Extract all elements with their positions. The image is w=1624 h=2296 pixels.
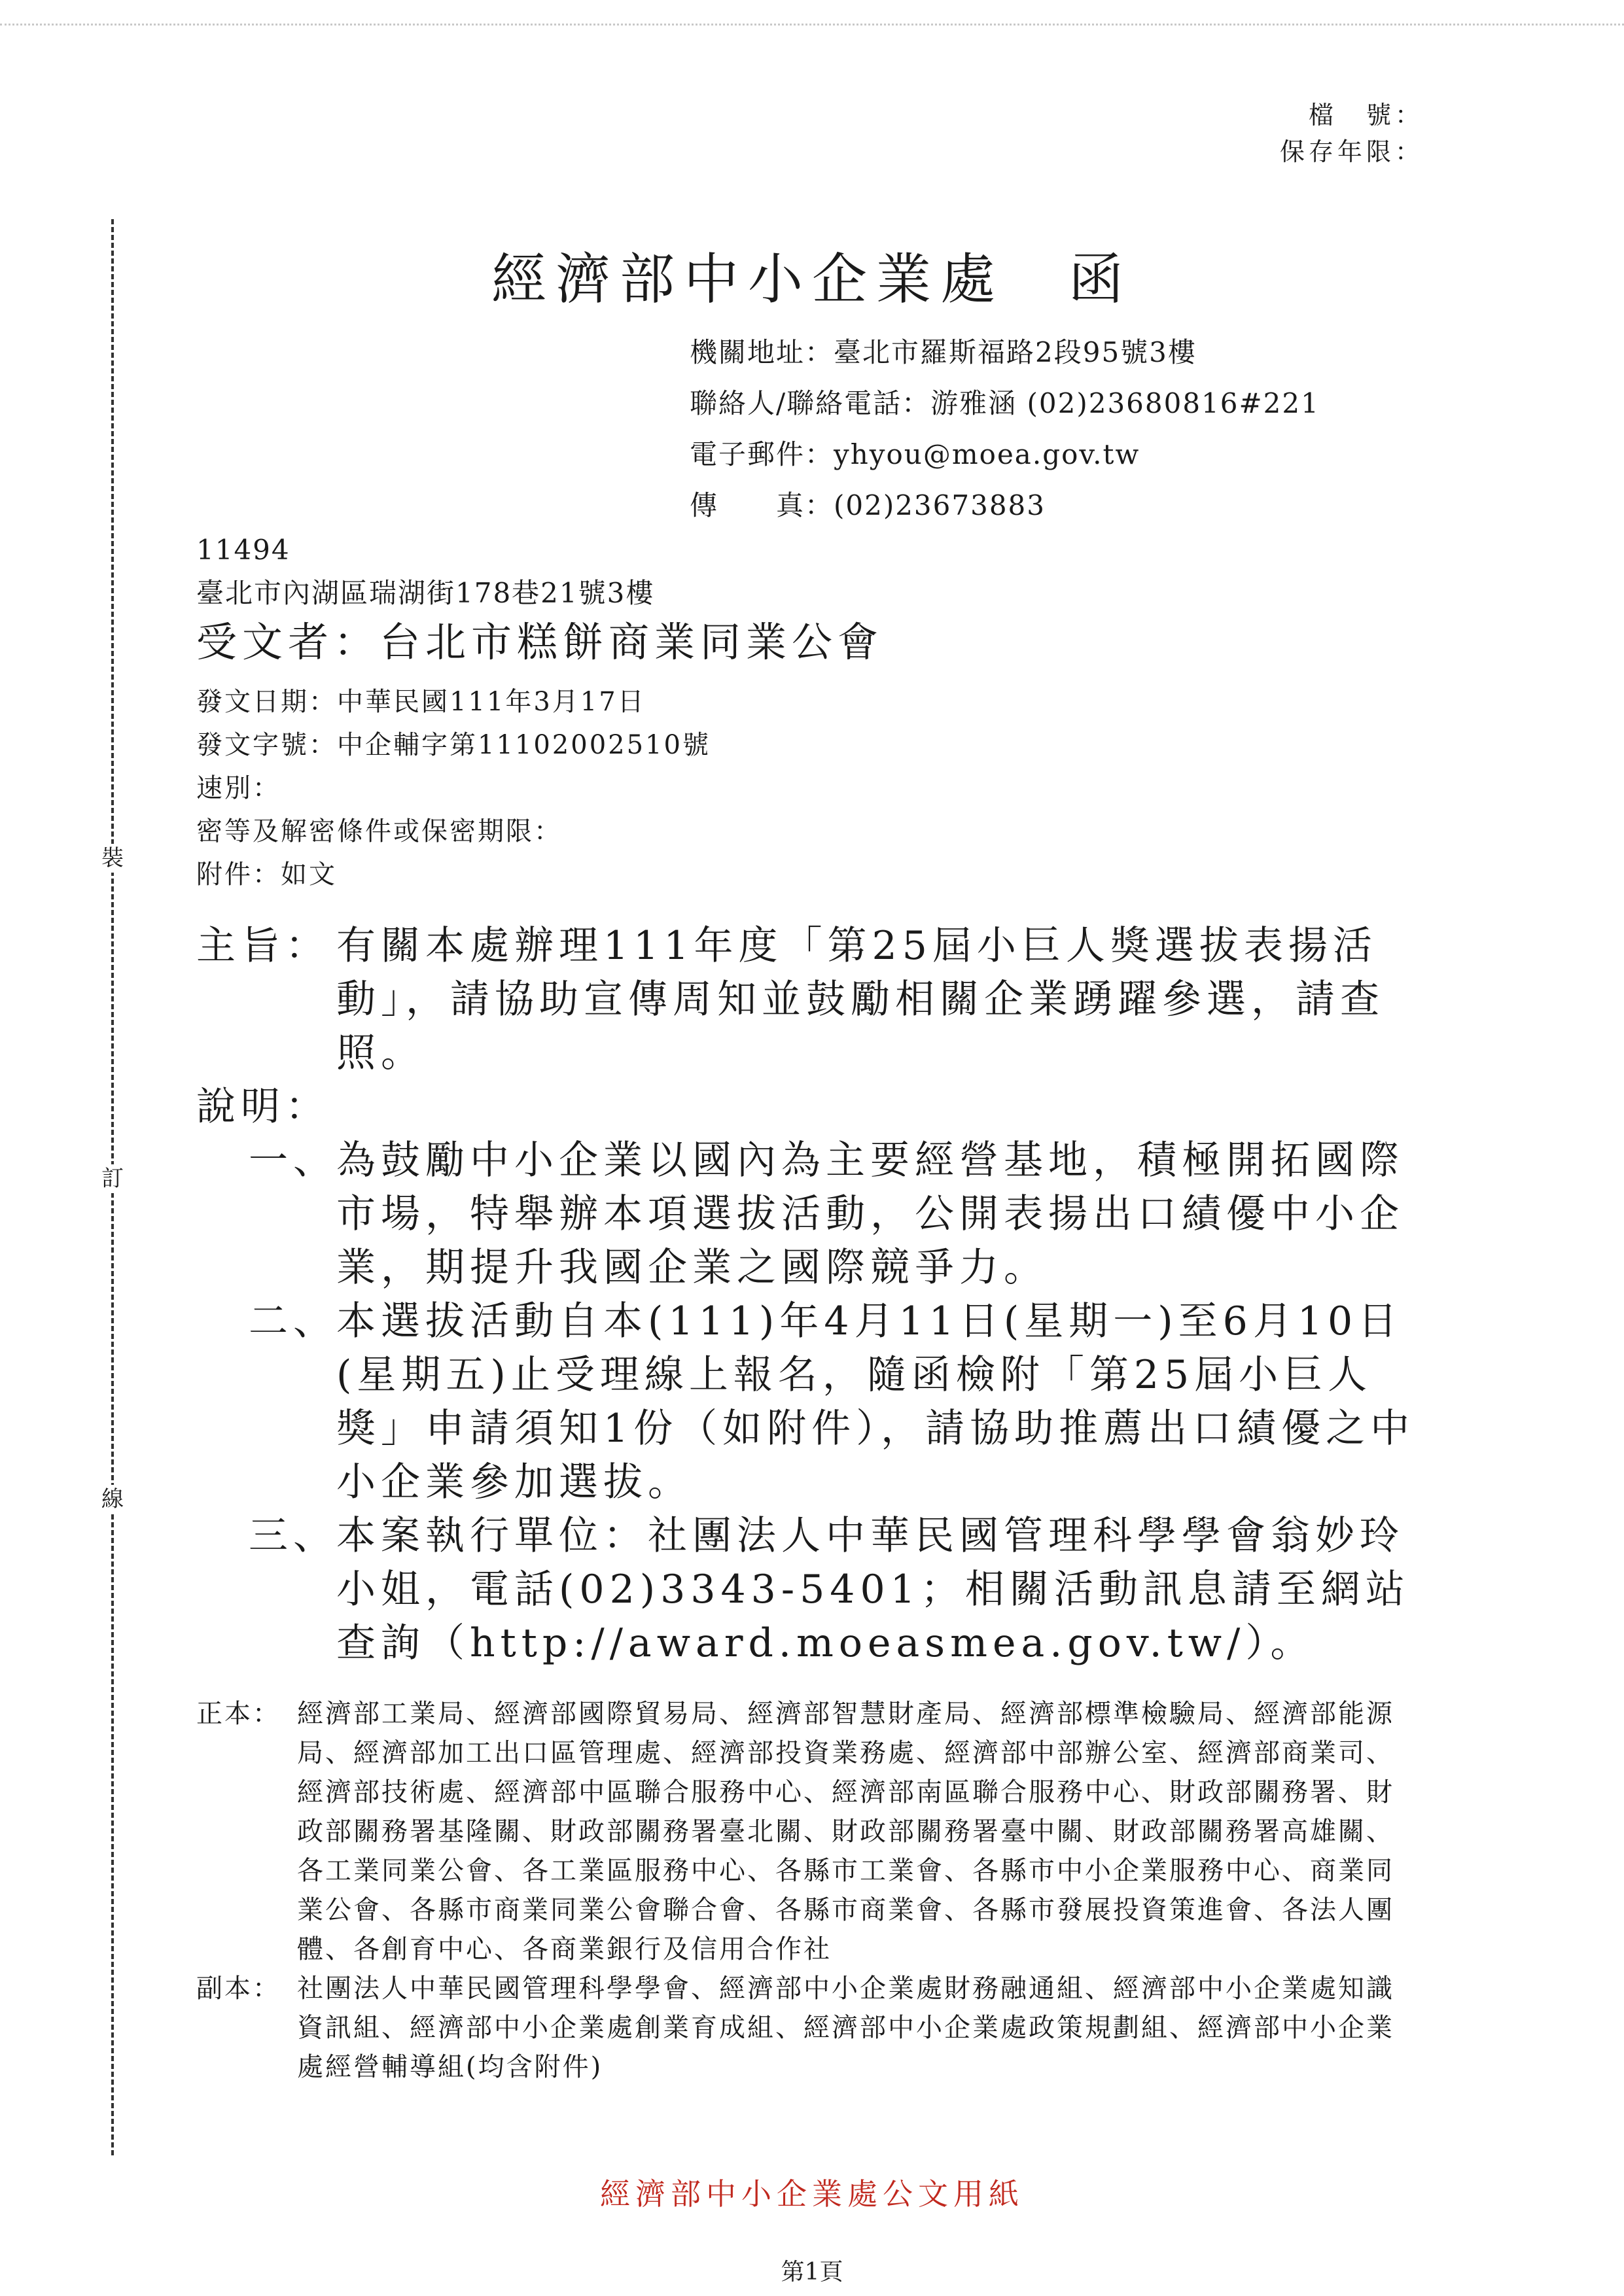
- document-title: 經濟部中小企業處 函: [491, 247, 1133, 311]
- document-meta: [196, 680, 711, 896]
- agency-fax: 傳 真：(02)23673883: [690, 489, 1046, 521]
- item-number: 二、: [249, 1298, 338, 1344]
- street-address: 臺北市內湖區瑞湖街178巷21號3樓: [196, 577, 655, 609]
- issue-date: 發文日期：中華民國111年3月17日: [196, 687, 646, 717]
- subject-text: 有關本處辦理111年度「第25屆小巨人獎選拔表揚活動」，請協助宣傳周知並鼓勵相關企業踴躍參選，請查照。: [336, 923, 1385, 1076]
- recipient: 受文者：台北市糕餅商業同業公會: [196, 618, 884, 666]
- subject: [196, 919, 1426, 1080]
- page-number: 第1頁: [781, 2259, 843, 2286]
- binding-mark-ding: 訂: [98, 1164, 127, 1193]
- speed-class: 速別：: [196, 773, 281, 803]
- item-number: 一、: [249, 1138, 338, 1183]
- explanation-item: [249, 1509, 1426, 1670]
- file-number-label: 檔 號：: [1308, 101, 1424, 130]
- agency-address: 機關地址：臺北市羅斯福路2段95號3樓: [690, 336, 1197, 368]
- copy-recipients: [196, 1969, 1413, 2087]
- explanation-item: [249, 1134, 1426, 1295]
- agency-email: 電子郵件：yhyou@moea.gov.tw: [690, 438, 1140, 470]
- original-label: 正本：: [196, 1699, 281, 1729]
- paper-title-footer: 經濟部中小企業處公文用紙: [600, 2176, 1024, 2212]
- explanation-item: [249, 1295, 1426, 1509]
- item-text: 本選拔活動自本(111)年4月11日(星期一)至6月10日(星期五)止受理線上報名，隨函檢附「第25屆小巨人獎」申請須知1份（如附件），請協助推薦出口績優之中小企業參加選拔。: [336, 1298, 1415, 1505]
- item-text: 為鼓勵中小企業以國內為主要經營基地，積極開拓國際市場，特舉辦本項選拔活動，公開表揚出口績優中小企業，期提升我國企業之國際競爭力。: [336, 1138, 1404, 1291]
- distribution: [196, 1694, 1413, 2087]
- top-dotted-rule: [0, 24, 1624, 26]
- binding-mark-xian: 線: [98, 1485, 127, 1514]
- agency-contact: 聯絡人/聯絡電話：游雅涵 (02)23680816#221: [690, 387, 1320, 419]
- copy-label: 副本：: [196, 1974, 281, 2004]
- recipient-address: [196, 529, 654, 615]
- original-recipients: [196, 1694, 1413, 1969]
- subject-label: 主旨：: [196, 923, 330, 969]
- agency-info: [690, 327, 1320, 531]
- original-list: 經濟部工業局、經濟部國際貿易局、經濟部智慧財產局、經濟部標準檢驗局、經濟部能源局、經濟部加工出口區管理處、經濟部投資業務處、經濟部中部辦公室、經濟部商業司、經濟部技術處、經濟部中區聯合服務中心、經濟部南區聯合服務中心、財政部關務署、財政部關務署基隆關、財政部關務署臺北關、財政部關務署臺中關、財政部關務署高雄關、各工業同業公會、各工業區服務中心、各縣市工業會、各縣市中小企業服務中心、商業同業公會、各縣市商業同業公會聯合會、各縣市商業會、各縣市發展投資策進會、各法人團體、各創育中心、各商業銀行及信用合作社: [297, 1699, 1394, 1964]
- retention-period-label: 保存年限：: [1279, 137, 1424, 166]
- attachment: 附件：如文: [196, 860, 337, 890]
- postal-code: 11494: [196, 534, 291, 566]
- file-info: [1280, 97, 1424, 170]
- item-number: 三、: [249, 1513, 338, 1559]
- document-body: [196, 919, 1426, 1670]
- item-text: 本案執行單位：社團法人中華民國管理科學學會翁妙玲小姐，電話(02)3343-5401；相關活動訊息請至網站查詢（http://award.moeasmea.gov.tw/）。: [336, 1513, 1410, 1666]
- binding-mark-zhuang: 裝: [98, 844, 127, 873]
- copy-list: 社團法人中華民國管理科學學會、經濟部中小企業處財務融通組、經濟部中小企業處知識資訊組、經濟部中小企業處創業育成組、經濟部中小企業處政策規劃組、經濟部中小企業處經營輔導組(均含附件): [297, 1974, 1394, 2082]
- secrecy-level: 密等及解密條件或保密期限：: [196, 816, 562, 846]
- issue-number: 發文字號：中企輔字第11102002510號: [196, 730, 711, 760]
- explanation-label: 說明：: [196, 1084, 330, 1130]
